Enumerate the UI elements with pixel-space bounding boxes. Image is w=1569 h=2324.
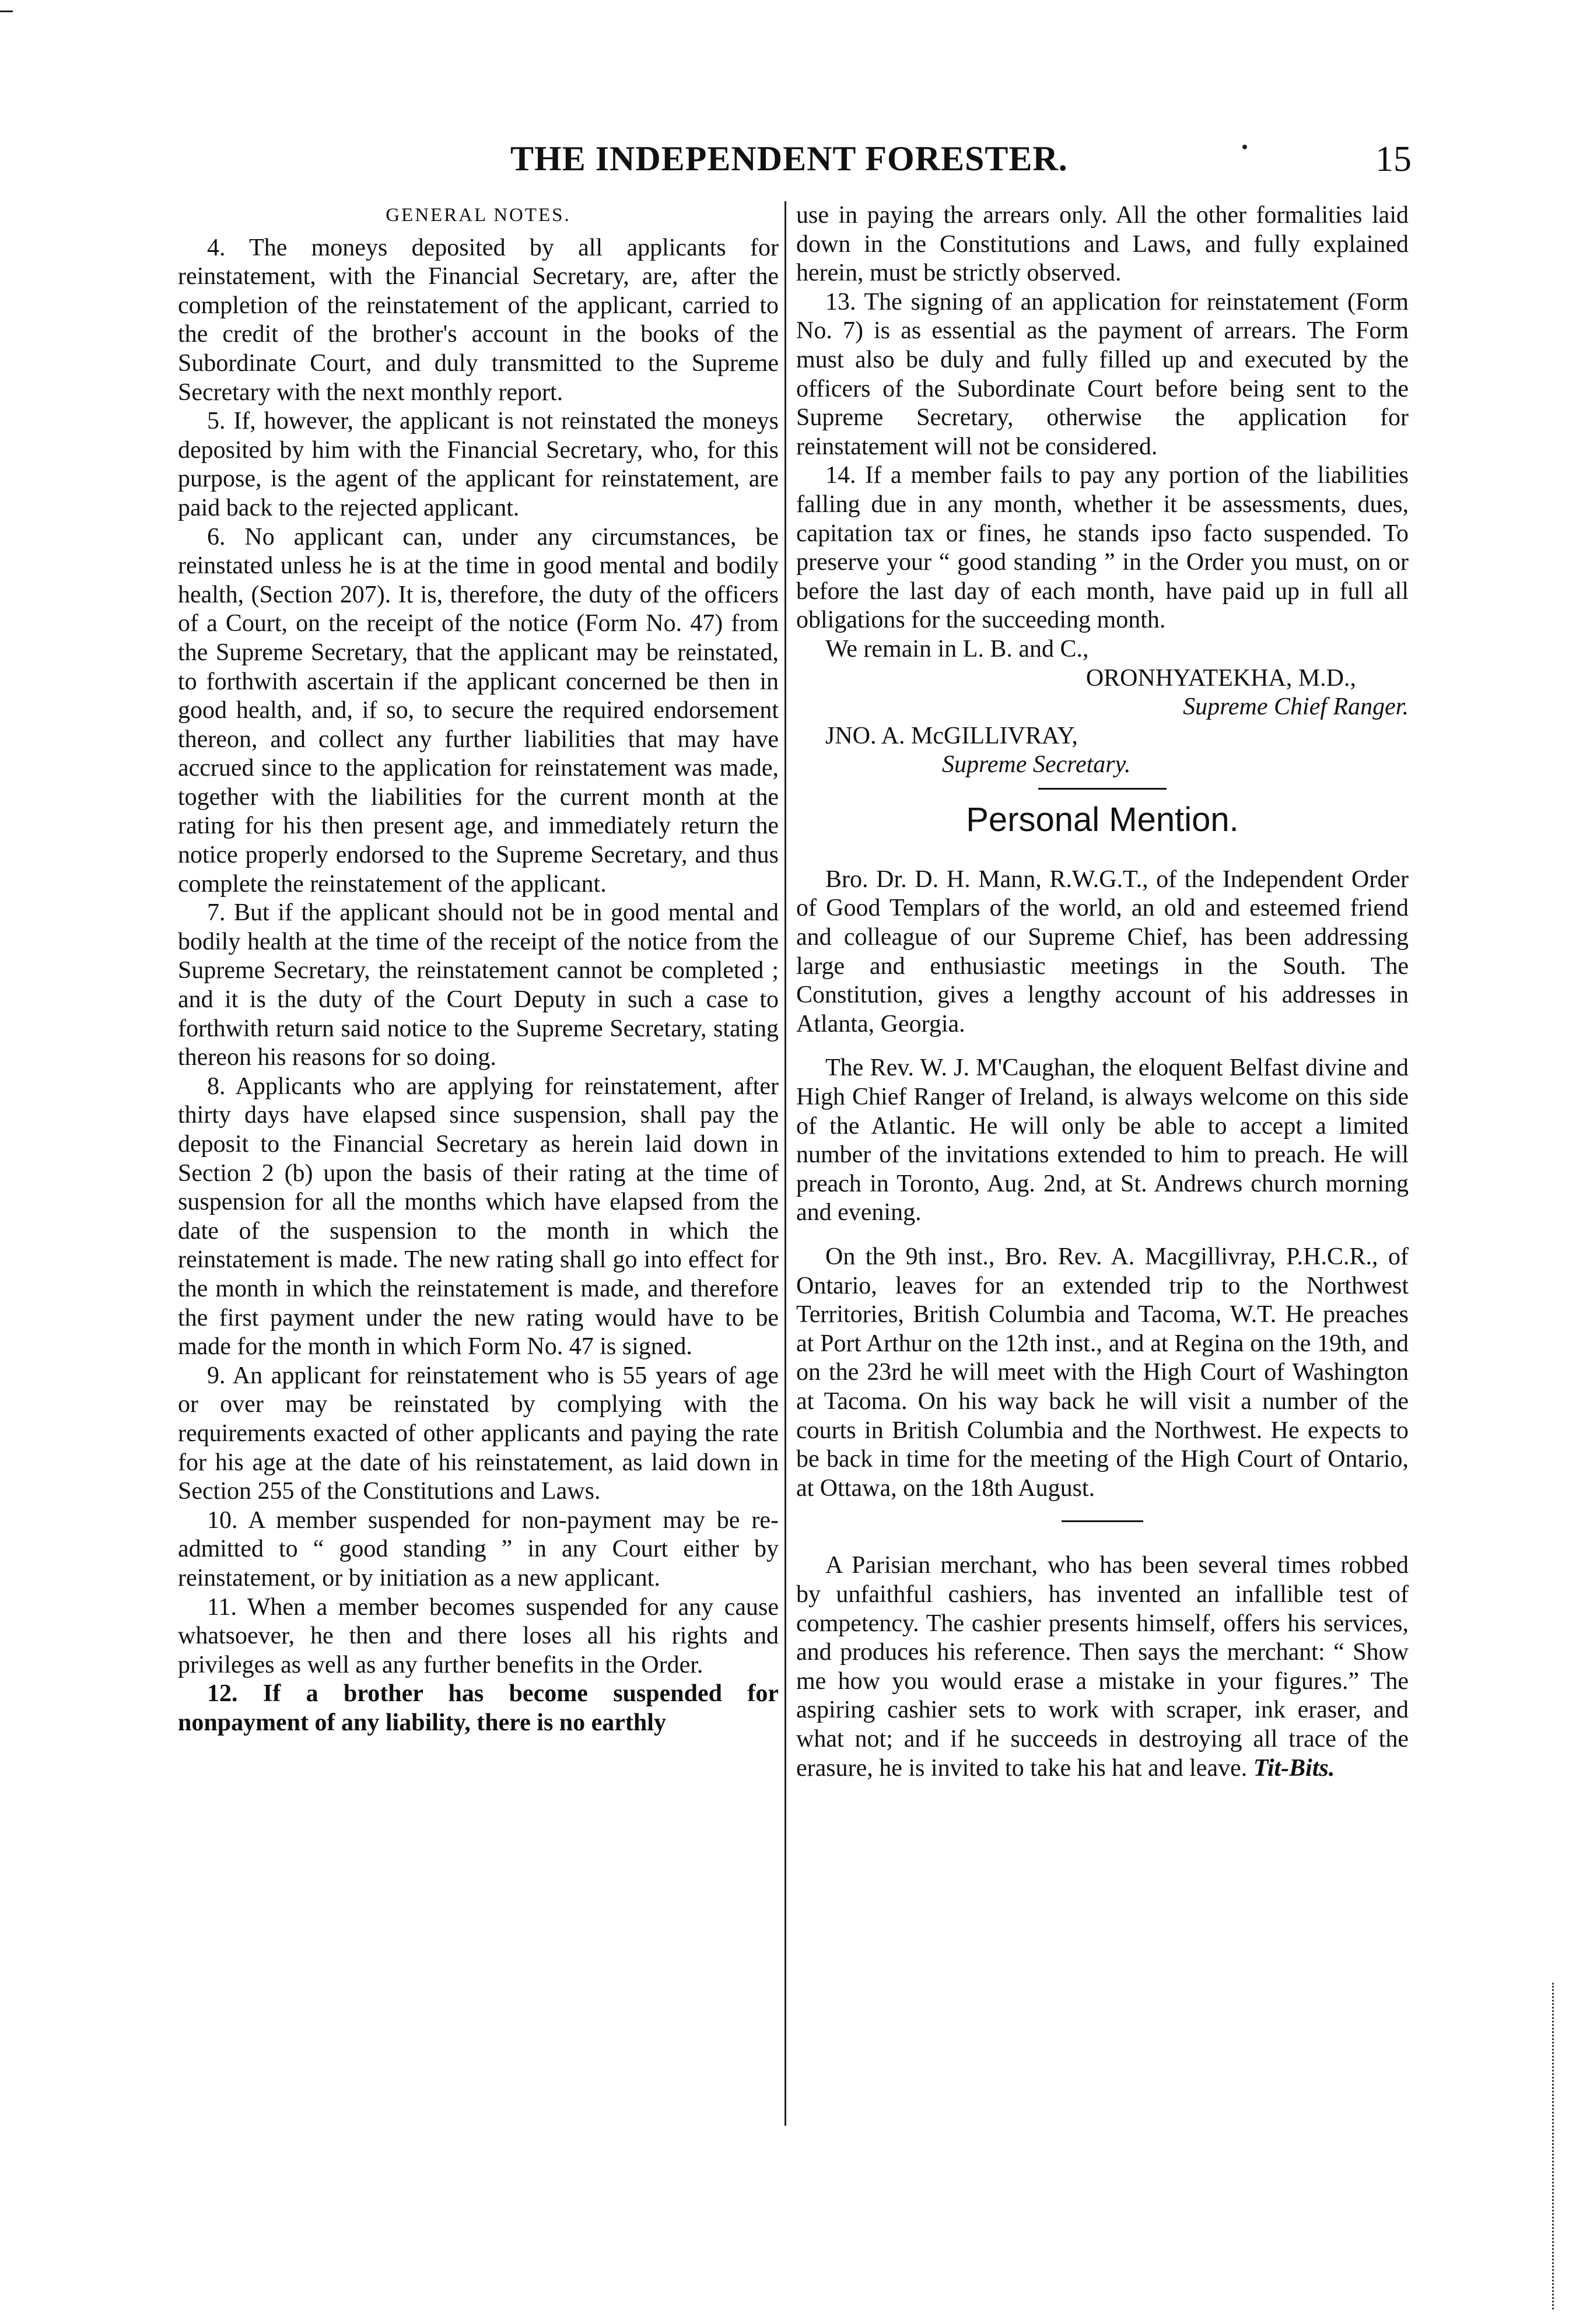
column-divider — [784, 201, 786, 2126]
paragraph: 14. If a member fails to pay any portion of the liabilities falling due in any month, whether it be assessments, dues, capitation tax or fines, he stands ipso facto suspended. To preserve your “ good standing ” in the Order you must, on or before the last day of each month, have paid up in full all obligations for the succeeding month. — [796, 462, 1409, 634]
right-column — [796, 201, 1409, 1783]
paragraph: 4. The moneys deposited by all applicants for reinstatement, with the Financial Secretary, are, after the completion of the reinstatement of the applicant, carried to the credit of the brother's account in the books of the Subordinate Court, and duly transmitted to the Supreme Secretary with the next monthly report. — [178, 234, 779, 406]
anecdote-text: A Parisian merchant, who has been several times robbed by unfaithful cashiers, has invented an infallible test of competency. The cashier presents himself, offers his services, and produces his reference. Then says the merchant: “ Show me how you would erase a mistake in your figures.” The aspiring cashier sets to work with scraper, ink eraser, and what not; and if he succeeds in destroying all trace of the erasure, he is invited to take his hat and leave. — [796, 1552, 1409, 1782]
scan-edge-mark — [0, 10, 13, 12]
anecdote-source: Tit-Bits. — [1253, 1754, 1335, 1782]
paragraph: The Rev. W. J. M'Caughan, the eloquent Belfast divine and High Chief Ranger of Ireland, is always welcome on this side of the Atlantic. He will only be able to accept a limited number of the invitations extended to him to preach. He will preach in Toronto, Aug. 2nd, at St. Andrews church morning and evening. — [796, 1054, 1409, 1226]
page-title: THE INDEPENDENT FORESTER. — [510, 139, 1068, 178]
paragraph: 8. Applicants who are applying for reinstatement, after thirty days have elapsed since suspension, shall pay the deposit to the Financial Secretary as herein laid down in Section 2 (b) upon the basis of their rating at the time of suspension for all the months which have elapsed from the date of the suspension to the month in which the reinstatement is made. The new rating shall go into effect for the month in which the reinstatement is made, and therefore the first payment under the new rating would have to be made for the month in which Form No. 47 is signed. — [178, 1072, 779, 1361]
page-number: 15 — [1375, 139, 1412, 179]
ink-dot — [1242, 145, 1247, 149]
section-heading-personal-mention: Personal Mention. — [966, 800, 1239, 839]
signer-title: Supreme Chief Ranger. — [1183, 693, 1409, 721]
paragraph: On the 9th inst., Bro. Rev. A. Macgillivray, P.H.C.R., of Ontario, leaves for an extended trip to the Northwest Territories, British Columbia and Tacoma, W.T. He preaches at Port Arthur on the 12th inst., and at Regina on the 19th, and on the 23rd he will meet with the High Court of Washington at Tacoma. On his way back he will visit a number of the courts in British Columbia and the Northwest. He expects to be back in time for the meeting of the High Court of Ontario, at Ottawa, on the 18th August. — [796, 1243, 1409, 1502]
margin-marks — [1552, 1983, 1556, 2309]
left-column — [178, 201, 779, 1737]
signer-title: Supreme Secretary. — [942, 751, 1131, 779]
paragraph: 7. But if the applicant should not be in good mental and bodily health at the time of the receipt of the notice from the Supreme Secretary, the reinstatement cannot be completed ; and it is the duty of the Court Deputy in such a case to forthwith return said notice to the Supreme Secretary, stating thereon his reasons for so doing. — [178, 899, 779, 1071]
paragraph: use in paying the arrears only. All the other formalities laid down in the Constitutions and Laws, and fully explained herein, must be strictly observed. — [796, 202, 1409, 287]
closing-line: We remain in L. B. and C., — [825, 635, 1089, 663]
paragraph: 9. An applicant for reinstatement who is 55 years of age or over may be reinstated by complying with the requirements exacted of other applicants and paying the rate for his age at the date of his reinstatement, as laid down in Section 255 of the Constitutions and Laws. — [178, 1362, 779, 1505]
paragraph: 10. A member suspended for non-payment may be re-admitted to “ good standing ” in any Court either by reinstatement, or by initiation as a new applicant. — [178, 1506, 779, 1592]
paragraph: Bro. Dr. D. H. Mann, R.W.G.T., of the Independent Order of Good Templars of the world, an old and esteemed friend and colleague of our Supreme Chief, has been addressing large and enthusiastic meetings in the South. The Constitution, gives a lengthy account of his addresses in Atlanta, Georgia. — [796, 865, 1409, 1037]
paragraph — [796, 1551, 1409, 1783]
paragraph: 12. If a brother has become suspended for nonpayment of any liability, there is no earthly — [178, 1680, 779, 1736]
signer-name: ORONHYATEKHA, M.D., — [1085, 664, 1356, 692]
section-heading-general-notes: GENERAL NOTES. — [386, 205, 571, 226]
page-header — [175, 139, 1412, 180]
paragraph: 13. The signing of an application for reinstatement (Form No. 7) is as essential as the payment of arrears. The Form must also be duly and fully filled up and executed by the officers of the Subordinate Court before being sent to the Supreme Secretary, otherwise the application for reinstatement will not be considered. — [796, 288, 1409, 460]
paragraph: 5. If, however, the applicant is not reinstated the moneys deposited by him with the Financial Secretary, who, for this purpose, is the agent of the applicant for reinstatement, are paid back to the rejected applicant. — [178, 408, 779, 521]
paragraph: 11. When a member becomes suspended for any cause whatsoever, he then and there loses all his rights and privileges as well as any further benefits in the Order. — [178, 1593, 779, 1678]
signer-name: JNO. A. McGILLIVRAY, — [825, 722, 1078, 749]
paragraph: 6. No applicant can, under any circumstances, be reinstated unless he is at the time in good mental and bodily health, (Section 207). It is, therefore, the duty of the officers of a Court, on the receipt of the notice (Form No. 47) from the Supreme Secretary, that the applicant may be reinstated, to forthwith ascertain if the applicant concerned be then in good health, and, if so, to secure the required endorsement thereon, and collect any further liabilities that may have accrued since to the application for reinstatement was made, together with the liabilities for the current month at the rating for his then present age, and immediately return the notice properly endorsed to the Supreme Secretary, and thus complete the reinstatement of the applicant. — [178, 523, 779, 898]
section-divider — [1038, 788, 1167, 790]
section-divider — [1062, 1520, 1143, 1522]
